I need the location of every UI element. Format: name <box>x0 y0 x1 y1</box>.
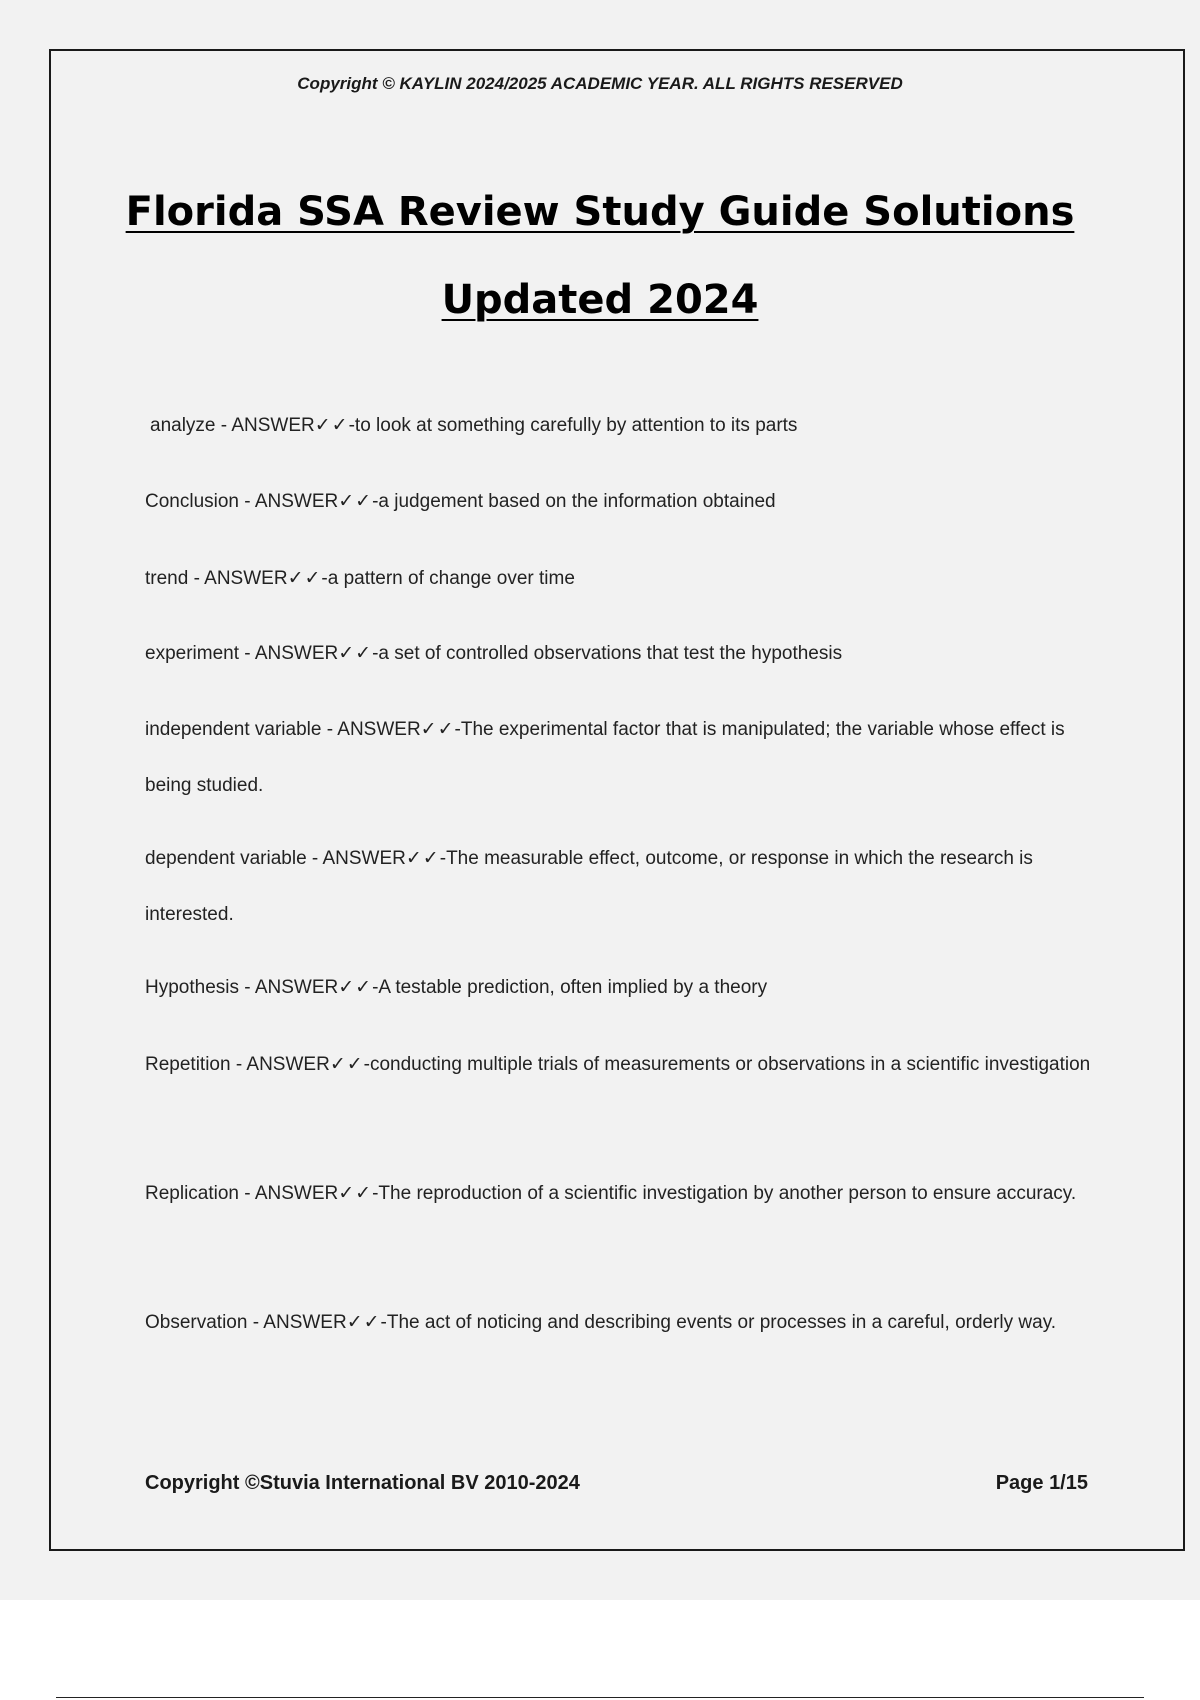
answer-marker: ANSWER <box>254 1183 339 1204</box>
title-line-1: Florida SSA Review Study Guide Solutions <box>125 189 1075 235</box>
entry-term: Observation <box>145 1312 248 1333</box>
qa-entry: Hypothesis - ANSWER✓✓-A testable prediction, often implied by a theory <box>145 977 768 998</box>
answer-marker: ANSWER <box>231 415 315 436</box>
answer-marker: ANSWER <box>246 1054 330 1075</box>
header-copyright: Copyright © KAYLIN 2024/2025 ACADEMIC YEAR. ALL RIGHTS RESERVED <box>297 74 903 93</box>
entry-definition: a set of controlled observations that test the hypothesis <box>378 643 843 664</box>
qa-entry: dependent variable - ANSWER✓✓-The measurable effect, outcome, or response in which the research is interested. <box>145 848 1033 925</box>
checkmark-icon: ✓✓ <box>338 643 373 664</box>
checkmark-icon: ✓✓ <box>314 415 349 436</box>
entry-term: Repetition <box>145 1054 231 1075</box>
qa-entry: trend - ANSWER✓✓-a pattern of change over time <box>145 568 575 589</box>
checkmark-icon: ✓✓ <box>420 719 455 740</box>
checkmark-icon: ✓✓ <box>329 1054 364 1075</box>
next-page-divider <box>56 1697 1144 1698</box>
qa-entry: Replication - ANSWER✓✓-The reproduction of a scientific investigation by another person to ensure accuracy. <box>145 1183 1077 1204</box>
checkmark-icon: ✓✓ <box>287 568 322 589</box>
entry-definition: A testable prediction, often implied by a theory <box>378 977 768 998</box>
qa-entry: independent variable - ANSWER✓✓-The experimental factor that is manipulated; the variable whose effect is being studied. <box>145 719 1065 796</box>
qa-entry: analyze - ANSWER✓✓-to look at something carefully by attention to its parts <box>150 415 798 436</box>
answer-marker: ANSWER <box>337 719 421 740</box>
qa-entry: Observation - ANSWER✓✓-The act of noticing and describing events or processes in a careful, orderly way. <box>145 1312 1057 1333</box>
entry-term: trend <box>145 568 189 589</box>
entry-term: independent variable <box>145 719 322 740</box>
entry-term: dependent variable <box>145 848 307 869</box>
checkmark-icon: ✓✓ <box>338 1183 373 1204</box>
title-line-2: Updated 2024 <box>441 277 759 323</box>
entry-term: experiment <box>145 643 239 664</box>
answer-marker: ANSWER <box>263 1312 347 1333</box>
entry-definition: The act of noticing and describing events or processes in a careful, orderly way. <box>386 1312 1057 1333</box>
checkmark-icon: ✓✓ <box>346 1312 381 1333</box>
checkmark-icon: ✓✓ <box>338 491 373 512</box>
entry-definition: conducting multiple trials of measurements or observations in a scientific investigation <box>369 1054 1091 1075</box>
entry-definition: to look at something carefully by attention to its parts <box>354 415 798 436</box>
entry-definition: The measurable effect, outcome, or response in which the research is interested. <box>145 848 1033 925</box>
page-number: Page 1/15 <box>995 1472 1088 1494</box>
qa-entry: Conclusion - ANSWER✓✓-a judgement based on the information obtained <box>145 491 776 512</box>
entry-definition: The reproduction of a scientific investigation by another person to ensure accuracy. <box>378 1183 1077 1204</box>
answer-marker: ANSWER <box>254 977 339 998</box>
answer-marker: ANSWER <box>322 848 406 869</box>
entry-definition: a judgement based on the information obtained <box>378 491 776 512</box>
answer-marker: ANSWER <box>254 491 339 512</box>
entry-definition: The experimental factor that is manipulated; the variable whose effect is being studied. <box>145 719 1065 796</box>
footer-copyright: Copyright ©Stuvia International BV 2010-2024 <box>145 1472 580 1494</box>
entry-term: Conclusion <box>145 491 239 512</box>
checkmark-icon: ✓✓ <box>405 848 440 869</box>
entry-term: Hypothesis <box>145 977 239 998</box>
entry-term: analyze <box>150 415 216 436</box>
qa-entry: experiment - ANSWER✓✓-a set of controlled observations that test the hypothesis <box>145 643 843 664</box>
answer-marker: ANSWER <box>254 643 339 664</box>
answer-marker: ANSWER <box>204 568 288 589</box>
entry-definition: a pattern of change over time <box>327 568 575 589</box>
entry-term: Replication <box>145 1183 239 1204</box>
qa-entry: Repetition - ANSWER✓✓-conducting multiple trials of measurements or observations in a scientific investigation <box>145 1054 1091 1075</box>
checkmark-icon: ✓✓ <box>338 977 373 998</box>
document-title <box>0 168 1200 344</box>
